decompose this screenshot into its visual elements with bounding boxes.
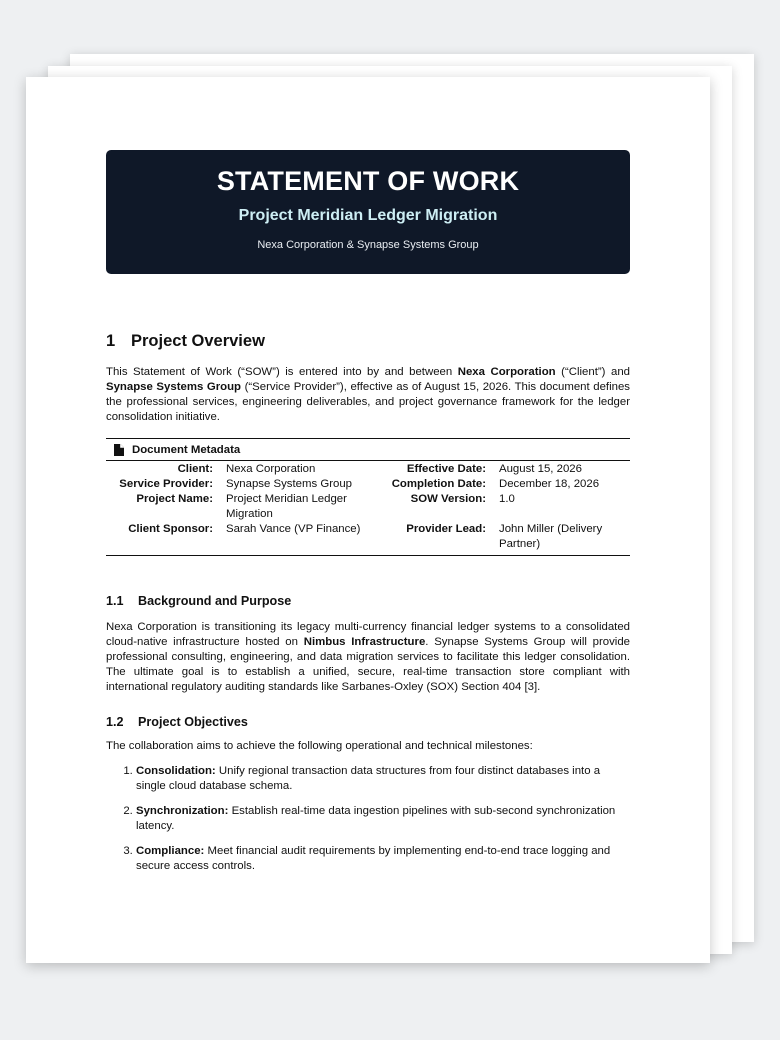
metadata-key: Provider Lead: xyxy=(406,523,486,535)
objective-label: Consolidation: xyxy=(136,765,216,777)
section-title: Project Objectives xyxy=(138,715,248,729)
metadata-key: Project Name: xyxy=(136,493,213,505)
metadata-key: Service Provider: xyxy=(119,478,213,490)
page-content xyxy=(106,150,630,884)
metadata-key: Client Sponsor: xyxy=(128,523,213,535)
background-text: . Synapse Systems Group will provide professional consulting, engineering, and data migration services to facilitate this ledger consolidation. The ultimate goal is to establish a unified, secure, real-time transaction store compliant with international regulatory auditing standards like Sarbanes-Oxley (SOX) Section 404 [3]. xyxy=(106,636,630,693)
metadata-key: Client: xyxy=(177,463,213,475)
objectives-list xyxy=(106,764,630,874)
overview-text: (“Service Provider”), effective as of August 15, 2026. This document defines the professional services, engineering deliverables, and project governance framework for the ledger consolidation initiative. xyxy=(106,381,630,423)
background-text: Nexa Corporation is transitioning its legacy multi-currency financial ledger systems to a consolidated cloud-native infrastructure hosted on xyxy=(106,621,630,648)
list-item xyxy=(136,844,630,874)
overview-paragraph xyxy=(106,365,630,425)
overview-text: (“Client”) and xyxy=(555,366,630,378)
infrastructure-name: Nimbus Infrastructure xyxy=(303,636,426,648)
title-banner xyxy=(106,150,630,274)
metadata-value: John Miller (Delivery Partner) xyxy=(499,523,603,550)
metadata-key: Completion Date: xyxy=(391,478,486,490)
section-heading-objectives xyxy=(106,715,630,729)
metadata-value: December 18, 2026 xyxy=(499,478,600,490)
metadata-key: SOW Version: xyxy=(410,493,486,505)
metadata-key: Effective Date: xyxy=(406,463,486,475)
metadata-table xyxy=(106,462,630,552)
objective-label: Synchronization: xyxy=(136,805,229,817)
section-number: 1.2 xyxy=(106,715,124,729)
section-heading-background xyxy=(106,594,630,608)
document-page xyxy=(26,77,710,963)
section-number: 1 xyxy=(106,332,116,350)
client-name: Nexa Corporation xyxy=(457,366,556,378)
objective-text: Establish real-time data ingestion pipelines with sub-second synchronization latency. xyxy=(136,805,616,832)
section-number: 1.1 xyxy=(106,594,124,608)
objectives-intro: The collaboration aims to achieve the following operational and technical milestones: xyxy=(106,740,533,752)
metadata-value: Project Meridian Ledger Migration xyxy=(226,493,347,520)
section-title: Background and Purpose xyxy=(138,594,292,608)
list-item xyxy=(136,804,630,834)
section-heading-project-overview xyxy=(106,332,630,351)
metadata-value: August 15, 2026 xyxy=(499,463,582,475)
document-metadata-box xyxy=(106,438,630,556)
table-row xyxy=(106,477,630,492)
list-item xyxy=(136,764,630,794)
metadata-value: Sarah Vance (VP Finance) xyxy=(226,523,361,535)
objective-text: Meet financial audit requirements by implementing end-to-end trace logging and secure access controls. xyxy=(136,845,611,872)
metadata-header xyxy=(106,439,630,461)
document-title: STATEMENT OF WORK xyxy=(216,166,520,196)
table-row xyxy=(106,462,630,477)
provider-name: Synapse Systems Group xyxy=(106,381,242,393)
project-subtitle: Project Meridian Ledger Migration xyxy=(238,207,498,224)
metadata-value: Nexa Corporation xyxy=(226,463,316,475)
objective-label: Compliance: xyxy=(136,845,205,857)
background-paragraph xyxy=(106,620,630,695)
table-row xyxy=(106,522,630,552)
document-icon xyxy=(114,444,132,456)
section-title: Project Overview xyxy=(131,332,265,350)
parties-line: Nexa Corporation & Synapse Systems Group xyxy=(257,239,479,251)
metadata-value: Synapse Systems Group xyxy=(226,478,352,490)
metadata-value: 1.0 xyxy=(499,493,515,505)
overview-text: This Statement of Work (“SOW”) is entered into by and between xyxy=(106,366,458,378)
objective-text: Unify regional transaction data structures from four distinct databases into a single cloud database schema. xyxy=(136,765,601,792)
metadata-header-label: Document Metadata xyxy=(132,443,241,456)
table-row xyxy=(106,492,630,522)
